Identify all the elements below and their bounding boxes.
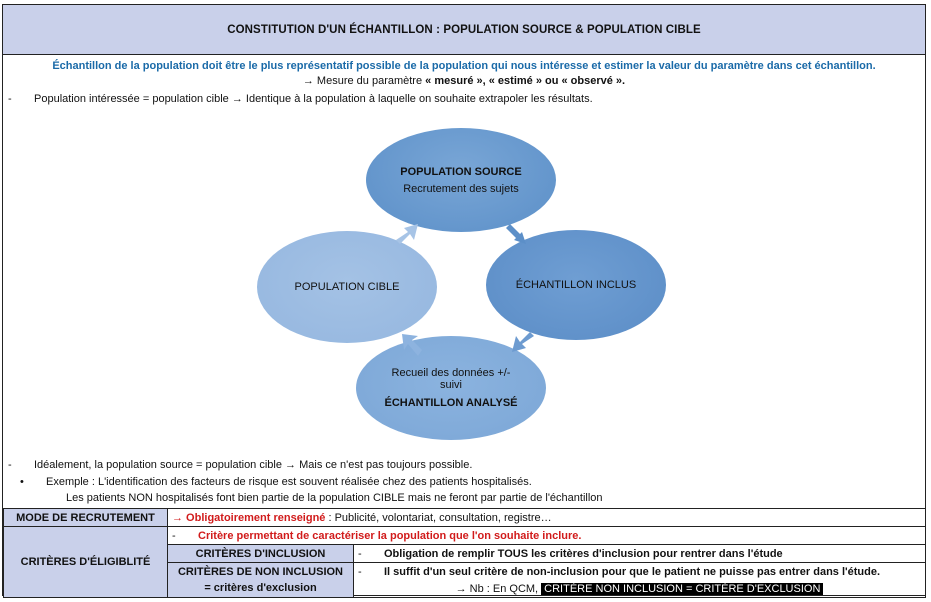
arrow-cible-to-source-icon — [394, 220, 424, 248]
arrow-analyse-to-cible-icon — [396, 330, 426, 358]
page-title: CONSTITUTION D'UN ÉCHANTILLON : POPULATION SOURCE & POPULATION CIBLE — [227, 23, 701, 36]
criteres-non-inclusion-text: Il suffit d'un seul critère de non-inclusion pour que le patient ne puisse pas entrer dans l'étude. — [384, 565, 881, 578]
table-row — [4, 527, 926, 545]
dash-bullet: - — [8, 459, 12, 471]
qcm-note-highlight: CRITÈRE NON INCLUSION = CRITÈRE D'EXCLUSION — [541, 583, 823, 595]
dash-bullet: - — [8, 93, 12, 105]
mode-recrutement-examples: : Publicité, volontariat, consultation, registre… — [325, 511, 552, 524]
criteres-non-inclusion-title: CRITÈRES DE NON INCLUSION — [177, 566, 343, 578]
arrow-echantillon-to-analyse-icon — [508, 330, 538, 358]
echantillon-inclus-label: ÉCHANTILLON INCLUS — [515, 279, 637, 291]
echantillon-analyse-subtitle: Recueil des données +/- suivi — [391, 367, 511, 391]
eligibilite-label: CRITÈRES D'ÉLIGIBLITÉ — [4, 527, 168, 598]
mode-recrutement-cell — [168, 509, 926, 527]
echantillon-inclus-circle — [486, 230, 666, 340]
criteres-non-inclusion-cell — [354, 563, 926, 581]
population-cible-label: POPULATION CIBLE — [294, 281, 400, 293]
mode-recrutement-required: → Obligatoirement renseigné — [172, 511, 326, 524]
intro-measure-bold: « mesuré », « estimé » ou « observé ». — [425, 75, 626, 87]
criteres-non-inclusion-label — [168, 563, 354, 598]
note-ideal-line — [8, 459, 472, 471]
dash-bullet: - — [172, 529, 176, 542]
criteres-non-inclusion-subtitle: = critères d'exclusion — [204, 582, 317, 594]
population-source-circle — [366, 128, 556, 232]
intro-measure — [3, 75, 925, 87]
qcm-note-prefix: → Nb : En QCM, — [455, 582, 542, 595]
criteres-inclusion-cell — [354, 545, 926, 563]
dash-bullet: - — [358, 565, 362, 578]
mode-recrutement-label: MODE DE RECRUTEMENT — [4, 509, 168, 527]
intro-target-text: Population intéressée = population cible → Identique à la population à laquelle on souhaite extrapoler les résultats. — [34, 93, 593, 105]
criteres-inclusion-text: Obligation de remplir TOUS les critères d'inclusion pour rentrer dans l'étude — [384, 547, 783, 560]
note-ideal-text: Idéalement, la population source = population cible → Mais ce n'est pas toujours possible. — [34, 459, 473, 471]
title-bar — [3, 5, 925, 55]
note-example-text: Exemple : L'identification des facteurs de risque est souvent réalisée chez des patients hospitalisés. — [46, 476, 532, 488]
note-example-line — [20, 476, 532, 488]
note-non-hospital-text: Les patients NON hospitalisés font bien partie de la population CIBLE mais ne feront par partie de l'échantillon — [66, 492, 603, 504]
eligibilite-definition-cell — [168, 527, 926, 545]
arrow-source-to-echantillon-icon — [504, 218, 534, 246]
criteria-table — [3, 508, 926, 598]
echantillon-analyse-title: ÉCHANTILLON ANALYSÉ — [384, 397, 518, 409]
intro-definition: Échantillon de la population doit être le plus représentatif possible de la population qui nous intéresse et estimer la valeur du paramètre dans cet échantillon. — [52, 60, 876, 72]
table-row — [4, 509, 926, 527]
intro-measure-prefix: → Mesure du paramètre — [302, 75, 426, 87]
round-bullet: • — [20, 476, 24, 488]
intro-target-line — [8, 93, 593, 105]
dash-bullet: - — [358, 547, 362, 560]
eligibilite-definition: Critère permettant de caractériser la population que l'on souhaite inclure. — [198, 529, 582, 542]
population-source-subtitle: Recrutement des sujets — [403, 182, 519, 195]
population-source-title: POPULATION SOURCE — [400, 165, 522, 178]
criteres-inclusion-label: CRITÈRES D'INCLUSION — [168, 545, 354, 563]
criteres-non-inclusion-note-cell — [354, 580, 926, 598]
